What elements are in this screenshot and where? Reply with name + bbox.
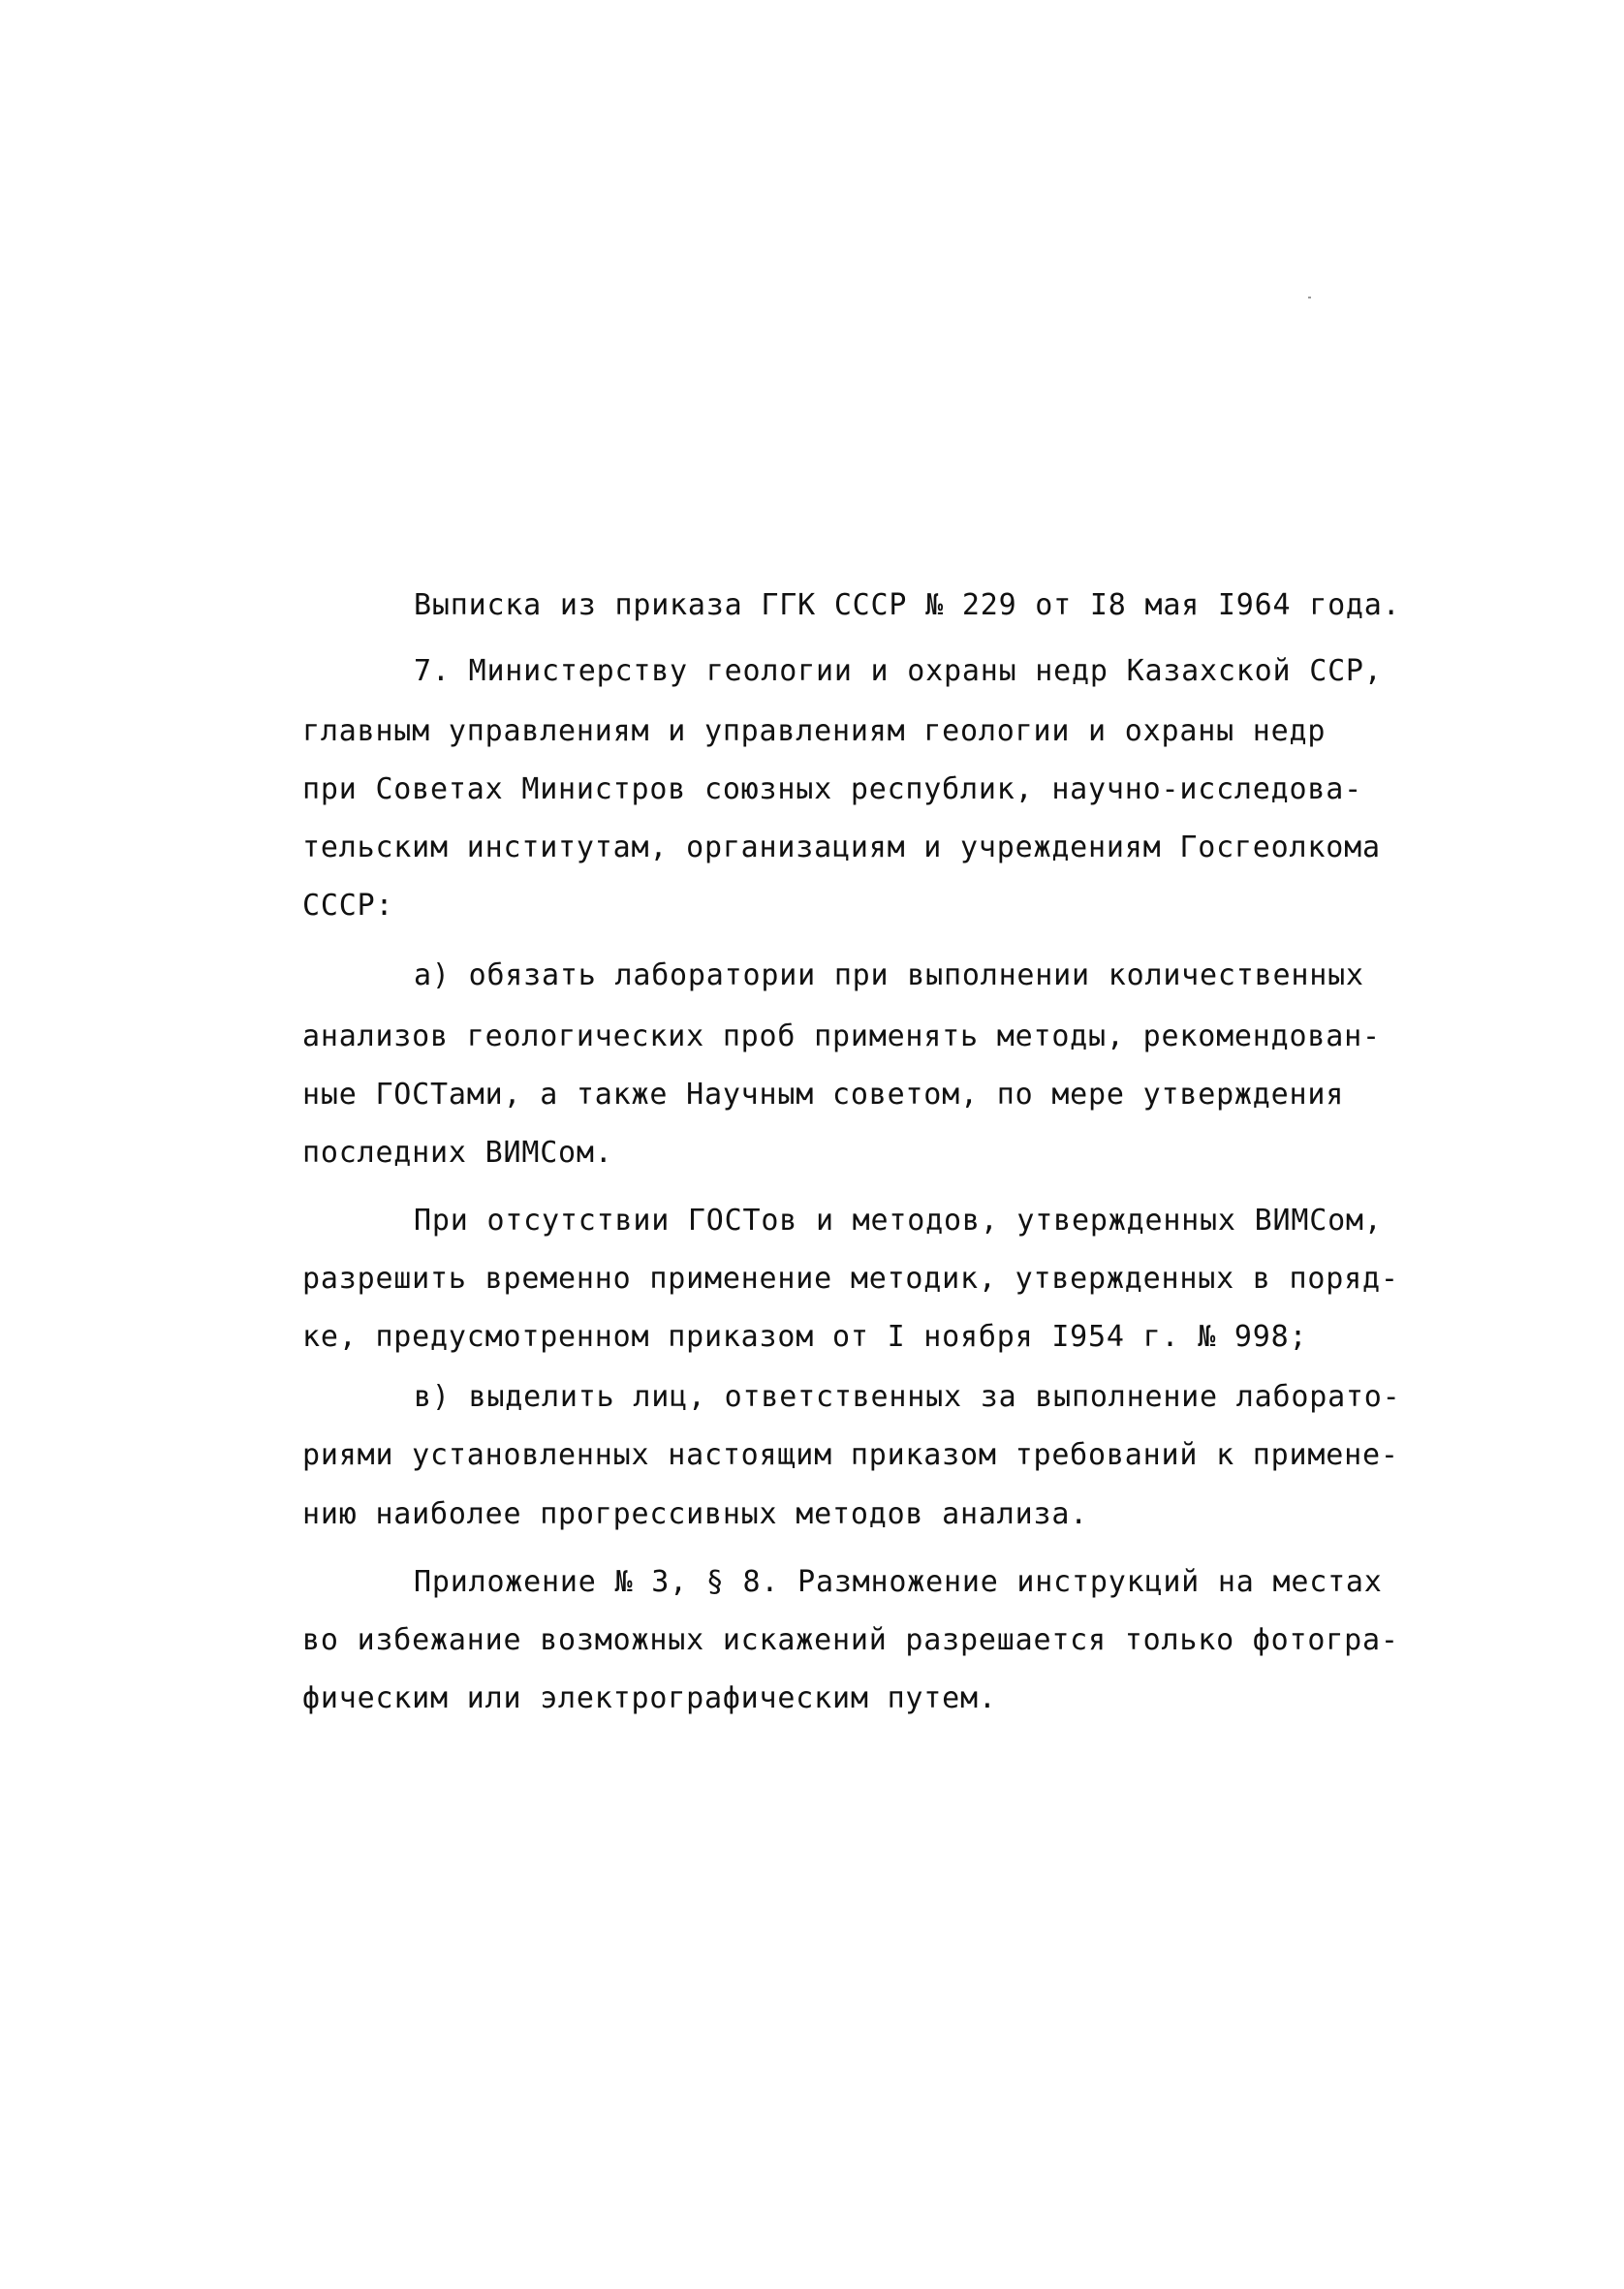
appendix-line-1: Приложение № 3, § 8. Размножение инструкций на местах [414, 1565, 1383, 1599]
item-a-line-3: ные ГОСТами, а также Научным советом, по мере утверждения [302, 1078, 1345, 1112]
item-a-line-4: последних ВИМСом. [302, 1136, 613, 1170]
item-v-line-2: риями установленных настоящим приказом требований к примене- [302, 1438, 1399, 1472]
appendix-line-2: во избежание возможных искажений разрешается только фотогра- [302, 1623, 1399, 1657]
clause-7-line-4: тельским институтам, организациям и учреждениям Госгеолкома [302, 831, 1381, 864]
document-title: Выписка из приказа ГГК СССР № 229 от I8 мая I964 года. [414, 588, 1401, 622]
appendix-line-3: фическим или электрографическим путем. [302, 1681, 997, 1715]
item-v-line-1: в) выделить лиц, ответственных за выполнение лаборато- [414, 1380, 1401, 1414]
paragraph-gost-line-2: разрешить временно применение методик, утвержденных в поряд- [302, 1262, 1399, 1296]
paragraph-gost-line-1: При отсутствии ГОСТов и методов, утвержденных ВИМСом, [414, 1204, 1383, 1238]
item-a-line-2: анализов геологических проб применять методы, рекомендован- [302, 1019, 1381, 1053]
item-v-line-3: нию наиболее прогрессивных методов анализа. [302, 1497, 1089, 1531]
clause-7-line-5: СССР: [302, 889, 394, 923]
clause-7-line-1: 7. Министерству геологии и охраны недр Казахской ССР, [414, 654, 1383, 688]
paragraph-gost-line-3: ке, предусмотренном приказом от I ноября I954 г. № 998; [302, 1320, 1308, 1354]
clause-7-line-3: при Советах Министров союзных республик, научно-исследова- [302, 772, 1362, 806]
item-a-line-1: а) обязать лаборатории при выполнении количественных [414, 958, 1364, 992]
clause-7-line-2: главным управлениям и управлениям геологии и охраны недр [302, 714, 1327, 748]
scan-speck [1308, 297, 1311, 298]
